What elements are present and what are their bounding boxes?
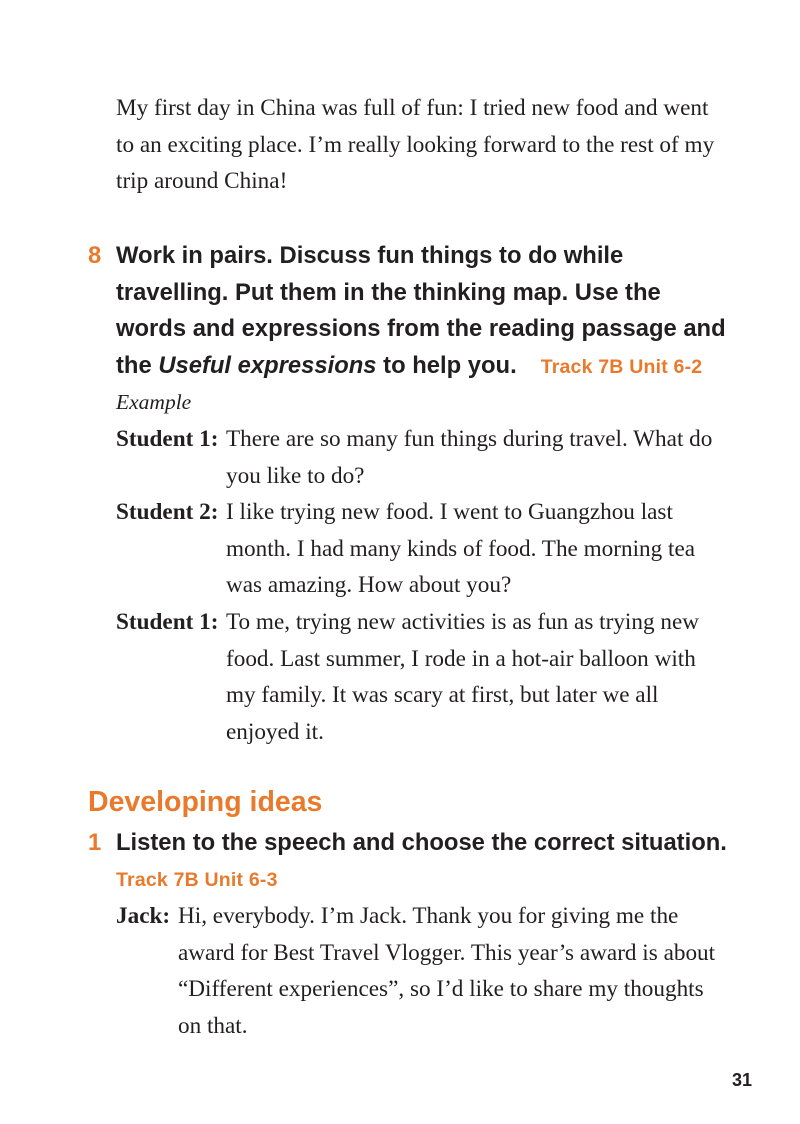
dialogue-turn (116, 421, 778, 494)
speaker-label: Student 2: (116, 499, 219, 526)
dialogue-line: food. Last summer, I rode in a hot-air balloon with (226, 645, 696, 672)
dialogue-turn (116, 898, 778, 1044)
instruction-line: Work in pairs. Discuss fun things to do while (116, 242, 624, 269)
dialogue-text (226, 494, 695, 604)
dialogue-text (226, 421, 712, 494)
speaker-label: Student 1: (116, 425, 219, 452)
dialogue-line: my family. It was scary at first, but later we all (226, 682, 659, 709)
dialogue-line: on that. (178, 1012, 248, 1039)
dialogue-line: was amazing. How about you? (226, 572, 512, 599)
dialogue-turn (116, 604, 778, 750)
exercise-1 (88, 825, 778, 1045)
paragraph-line: trip around China! (116, 168, 288, 195)
audio-track-label: Track 7B Unit 6-3 (116, 868, 278, 891)
instruction-line: words and expressions from the reading passage and (116, 315, 726, 343)
dialogue-line: “Different experiences”, so I’d like to share my thoughts (178, 976, 704, 1003)
useful-expressions-title: Useful expressions (158, 351, 377, 379)
section-heading: Developing ideas (88, 786, 323, 818)
page-number: 31 (731, 1070, 752, 1090)
dialogue-text (178, 898, 715, 1044)
exercise-number: 8 (88, 242, 102, 269)
dialogue-line: There are so many fun things during travel. What do (226, 425, 713, 452)
exercise-8 (88, 238, 778, 750)
dialogue-text (226, 604, 699, 750)
instruction-line: travelling. Put them in the thinking map. Use the (116, 278, 661, 306)
instruction-text: the (116, 351, 159, 379)
dialogue-line: month. I had many kinds of food. The morning tea (226, 535, 696, 562)
speaker-label: Jack: (116, 903, 171, 930)
example-label: Example (116, 390, 192, 415)
instruction-line: Listen to the speech and choose the correct situation. (116, 829, 727, 856)
dialogue-line: enjoyed it. (226, 718, 324, 745)
dialogue-line: To me, trying new activities is as fun as trying new (226, 608, 699, 635)
intro-paragraph (116, 90, 714, 200)
exercise-instruction (88, 238, 778, 384)
paragraph-line: to an exciting place. I’m really looking forward to the rest of my (116, 131, 715, 158)
instruction-text: to help you. (376, 351, 517, 379)
paragraph-line: My first day in China was full of fun: I tried new food and went (116, 95, 709, 121)
dialogue-turn (116, 494, 778, 604)
audio-track-label: Track 7B Unit 6-2 (540, 355, 703, 378)
exercise-number: 1 (88, 829, 102, 856)
dialogue-line: Hi, everybody. I’m Jack. Thank you for giving me the (178, 903, 679, 930)
dialogue-line: award for Best Travel Vlogger. This year’s award is about (178, 939, 716, 966)
dialogue-line: you like to do? (226, 462, 365, 489)
dialogue-line: I like trying new food. I went to Guangzhou last (226, 499, 673, 526)
speaker-label: Student 1: (116, 608, 219, 635)
exercise-instruction (88, 825, 778, 862)
instruction-line-last (116, 348, 778, 385)
